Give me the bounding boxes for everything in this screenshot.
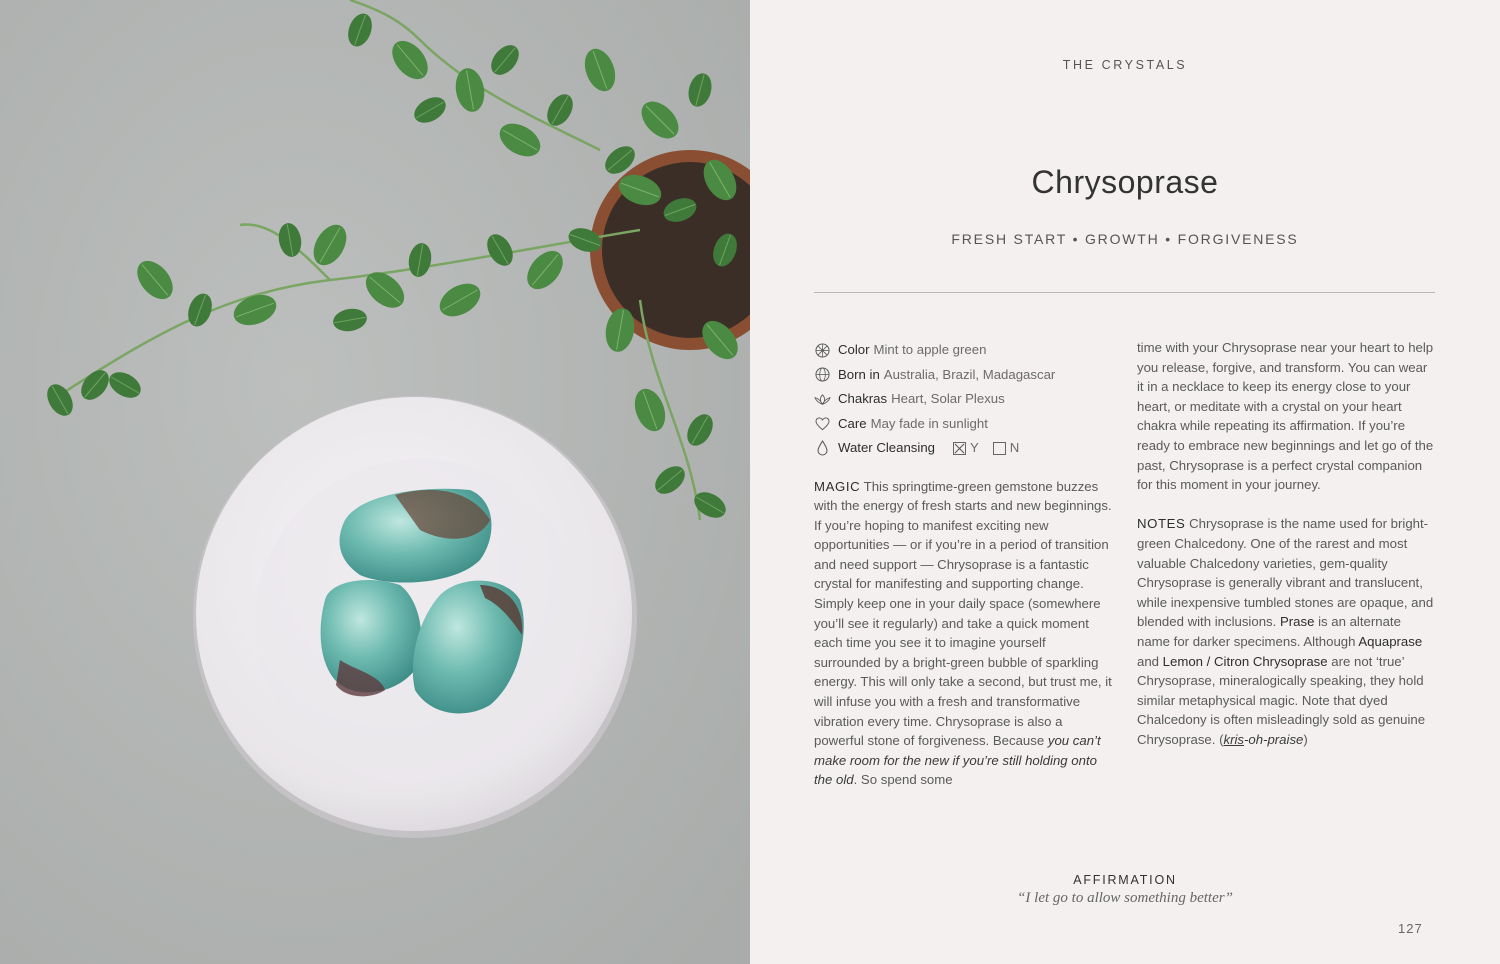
heart-icon [814, 415, 831, 432]
page-title: Chrysoprase [1031, 164, 1219, 200]
term-aquaprase: Aquaprase [1358, 633, 1423, 649]
left-column [814, 338, 1114, 790]
property-color: Color Mint to apple green [814, 338, 1114, 363]
term-lemon-chrysoprase: Lemon / Citron Chrysoprase [1162, 653, 1328, 669]
section-header: THE CRYSTALS [1062, 58, 1188, 72]
divider [814, 292, 1435, 293]
notes-label: NOTES [1137, 516, 1186, 532]
property-care: Care May fade in sunlight [814, 412, 1114, 437]
water-cleansing-yes-checkbox [953, 442, 966, 455]
water-drop-icon [814, 440, 831, 457]
color-wheel-icon [814, 342, 831, 359]
properties-list [814, 338, 1114, 461]
term-prase: Prase [1279, 614, 1315, 630]
affirmation-quote: “I let go to allow something better” [1017, 890, 1233, 906]
notes-paragraph: NOTES Chrysoprase is the name used for bright-green Chalcedony. One of the rarest and most valuable Chalcedony varieties, gem-quality Chrysoprase is generally vibrant and translucent, while inexpensive tumbled stones are opaque, and blended with inclusions. Prase is an alternate name for darker specimens. Although Aquaprase and Lemon / Citron Chrysoprase are not ‘true’ Chrysoprase, mineralogically speaking, they hold similar metaphysical magic. Note that dyed Chalcedony is often misleadingly sold as genuine Chrysoprase. (kris-oh-praise) [1137, 516, 1434, 747]
text-page [750, 0, 1500, 964]
magic-emphasis: you can’t make room for the new if you’re still holding onto the old [814, 733, 1101, 788]
water-cleansing-no-checkbox [993, 442, 1006, 455]
property-born-in: Born in Australia, Brazil, Madagascar [814, 363, 1114, 388]
magic-continuation: time with your Chrysoprase near your heart to help you release, forgive, and transform. You can wear it in a necklace to keep its energy close to your heart, or meditate with a crystal on your heart chakra while repeating its affirmation. If you’re ready to embrace new beginnings and let go of the past, Chrysoprase is a perfect crystal companion for this moment in your journey. [1137, 340, 1434, 493]
affirmation-label: AFFIRMATION [1073, 873, 1177, 887]
property-water-cleansing: Water Cleansing Y N [814, 436, 1114, 461]
lotus-icon [814, 391, 831, 408]
globe-icon [814, 366, 831, 383]
magic-paragraph: MAGIC This springtime-green gemstone buzzes with the energy of fresh starts and new beginnings. If you’re hoping to manifest exciting new opportunities — or if you’re in a period of transition and need support — Chrysoprase is a fantastic crystal for manifesting and supporting change. Simply keep one in your daily space (somewhere you’ll see it regularly) and take a quick moment each time you see it to imagine yourself surrounded by a bright-green bubble of sparkling energy. This will only take a second, but trust me, it will infuse you with a fresh and transformative vibration every time. Chrysoprase is also a powerful stone of forgiveness. Because you can’t make room for the new if you’re still holding onto the old. So spend some [814, 478, 1112, 788]
page-number: 127 [1398, 921, 1423, 936]
right-column [1137, 338, 1437, 749]
magic-label: MAGIC [814, 478, 861, 494]
pronunciation: kris-oh-praise [1223, 731, 1304, 747]
keywords: FRESH START • GROWTH • FORGIVENESS [951, 231, 1299, 247]
property-chakras: Chakras Heart, Solar Plexus [814, 387, 1114, 412]
